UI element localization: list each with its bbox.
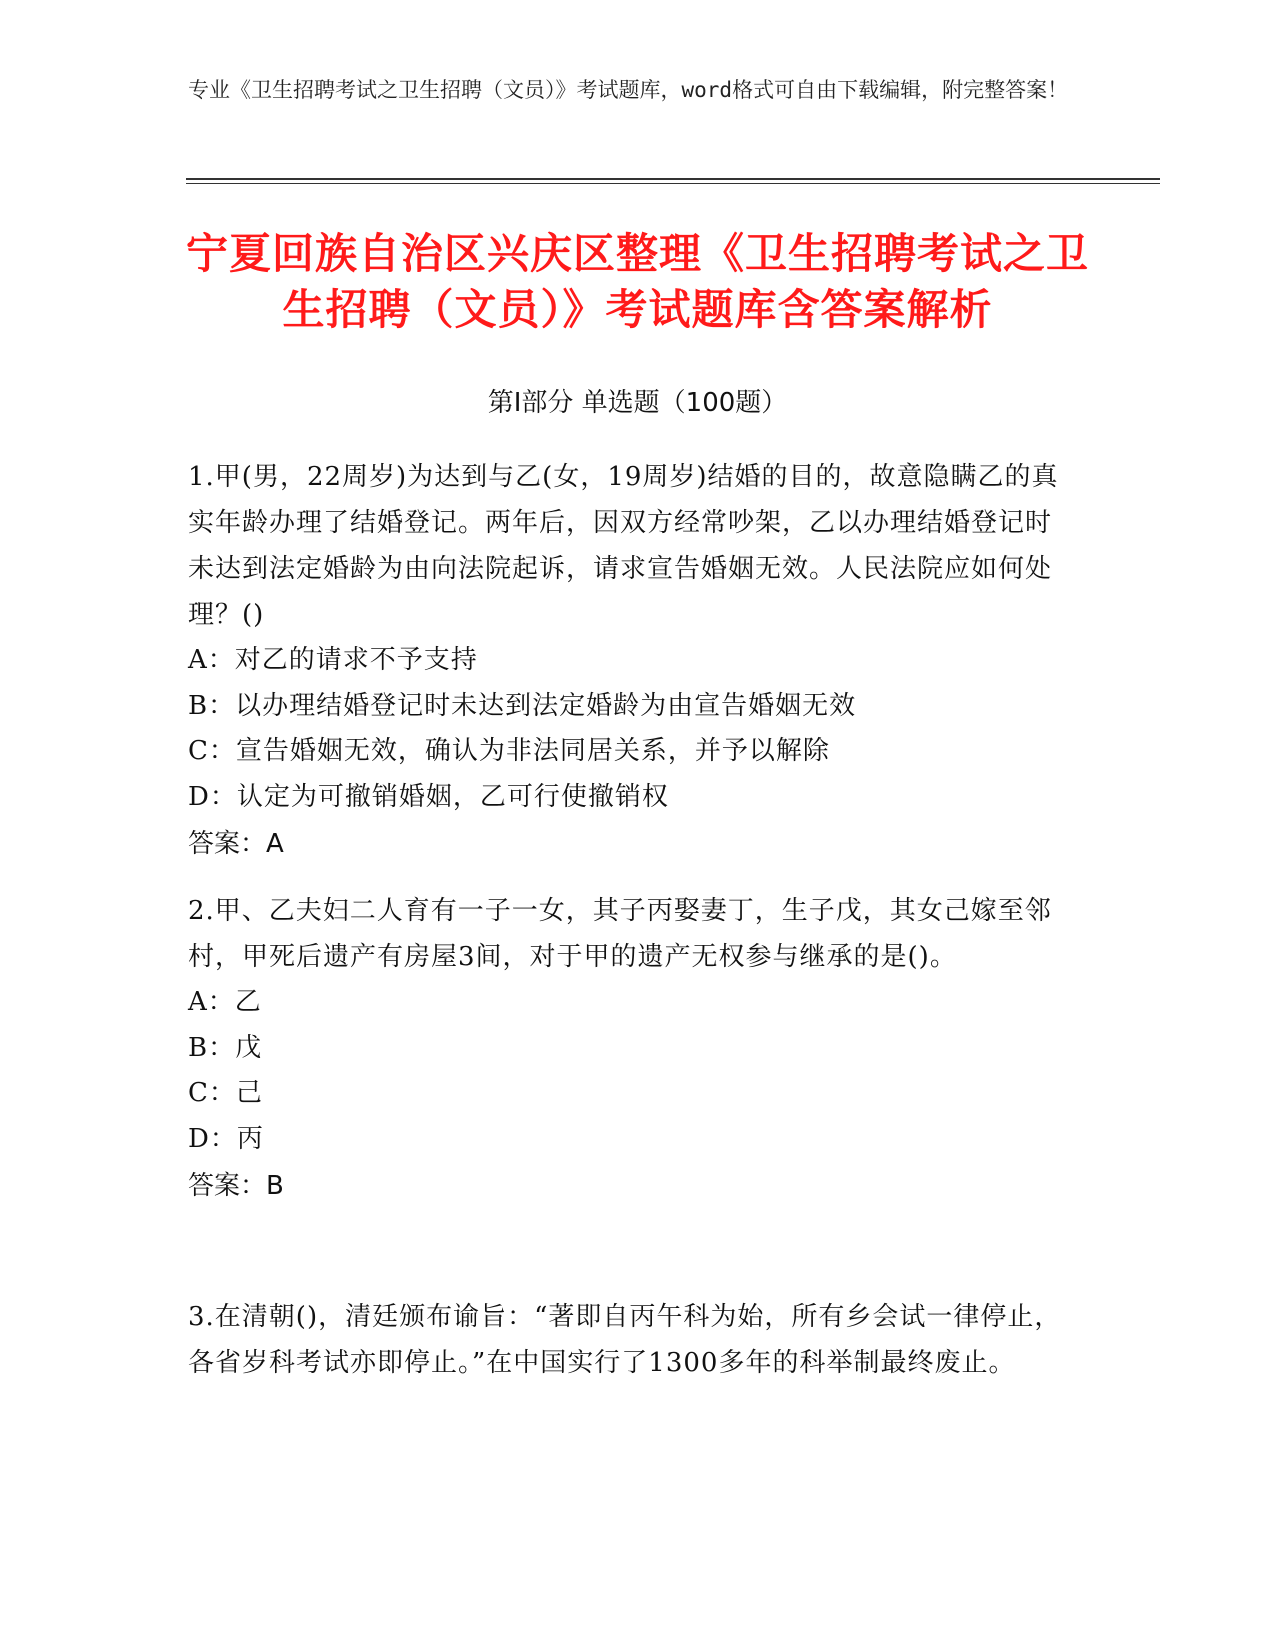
question-stem: 3.在清朝()，清廷颁布谕旨：“著即自丙午科为始，所有乡会试一律停止，各省岁科考试亦即停止。”在中国实行了1300多年的科举制最终废止。 — [188, 1302, 1062, 1378]
question-stem: 1.甲(男，22周岁)为达到与乙(女，19周岁)结婚的目的，故意隐瞒乙的真实年龄办理了结婚登记。两年后，因双方经常吵架，乙以办理结婚登记时未达到法定婚龄为由向法院起诉，请求宣告婚姻无效。人民法院应如何处理？() — [188, 462, 1059, 630]
option-b: B：戊 — [188, 1032, 263, 1063]
header-divider-thin — [186, 183, 1160, 184]
header-divider-thick — [186, 178, 1160, 180]
option-b: B：以办理结婚登记时未达到法定婚龄为由宣告婚姻无效 — [188, 690, 857, 721]
section-title: 第Ⅰ部分 单选题（100题） — [487, 388, 788, 418]
answer-label: 答案：B — [188, 1171, 284, 1201]
option-d: D：丙 — [188, 1123, 264, 1154]
option-a: A：对乙的请求不予支持 — [188, 645, 478, 675]
option-d: D：认定为可撤销婚姻，乙可行使撤销权 — [188, 781, 669, 812]
question-stem: 2.甲、乙夫妇二人育有一子一女，其子丙娶妻丁，生子戊，其女己嫁至邻村，甲死后遗产有房屋3间，对于甲的遗产无权参与继承的是()。 — [188, 896, 1052, 972]
header-note: 专业《卫生招聘考试之卫生招聘（文员）》考试题库，word格式可自由下载编辑，附完整答案！ — [188, 78, 1069, 102]
option-c: C：宣告婚姻无效，确认为非法同居关系，并予以解除 — [188, 736, 830, 766]
answer-label: 答案：A — [188, 829, 284, 859]
option-c: C：己 — [188, 1078, 263, 1108]
question-2 — [188, 888, 1078, 1209]
document-title: 宁夏回族自治区兴庆区整理《卫生招聘考试之卫生招聘（文员）》考试题库含答案解析 — [185, 229, 1089, 334]
question-1 — [188, 454, 1078, 867]
option-a: A：乙 — [188, 987, 262, 1017]
question-3 — [188, 1294, 1078, 1386]
